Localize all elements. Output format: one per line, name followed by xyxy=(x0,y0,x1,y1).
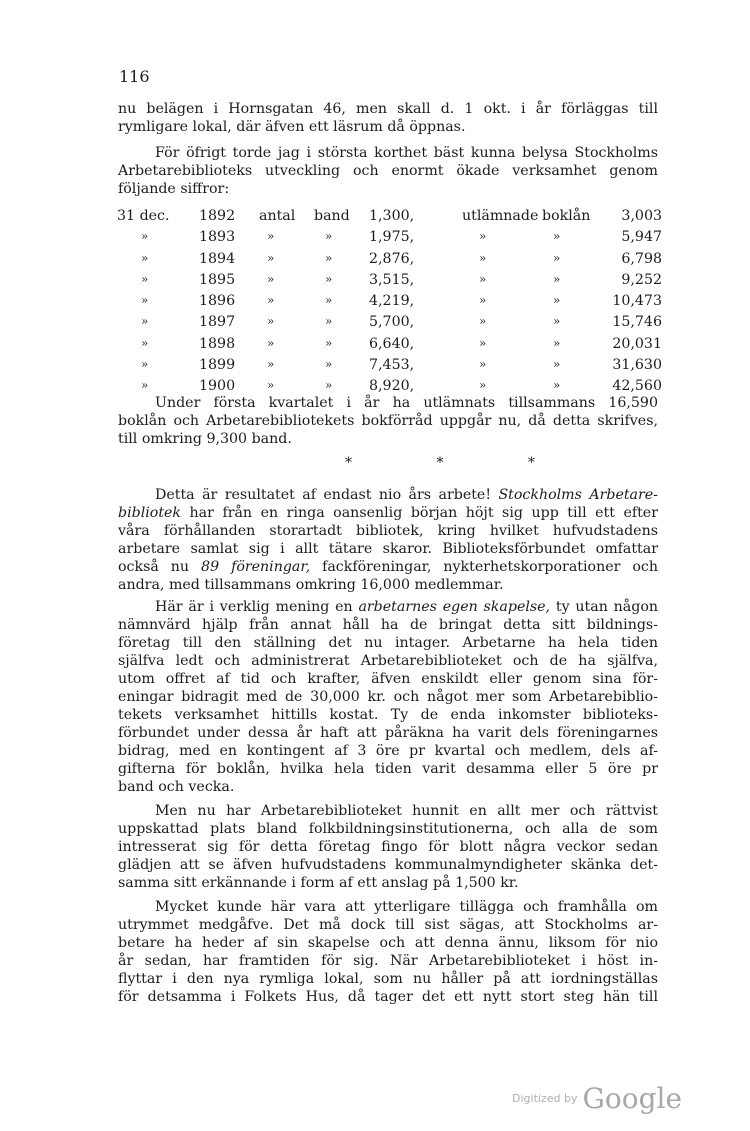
ditto-mark: » xyxy=(479,250,487,265)
ditto-mark: » xyxy=(553,357,561,372)
ditto-mark: » xyxy=(141,357,149,372)
ditto-mark: » xyxy=(267,271,275,286)
antal-label: antal xyxy=(259,208,296,224)
page-number: 116 xyxy=(119,67,150,86)
ditto-mark: » xyxy=(267,314,275,329)
ditto-mark: » xyxy=(325,314,333,329)
text-line: själfva ledt och administrerat Arbetarebiblioteket och de ha själfva, xyxy=(118,653,658,669)
year: 1898 xyxy=(199,335,236,352)
text-line: nu belägen i Hornsgatan 46, men skall d. 1 okt. i år förläggas till xyxy=(118,101,658,117)
text-line: glädjen att se äfven hufvudstadens kommunalmyndigheter skänka det- xyxy=(118,857,658,873)
ditto-mark: » xyxy=(479,271,487,286)
emphasis-text: Stockholms Arbetare- xyxy=(498,487,658,503)
text-line xyxy=(155,486,658,504)
loan-count: 6,798 xyxy=(621,250,662,267)
ditto-mark: » xyxy=(325,378,333,393)
text-line: utom offret af tid och krafter, äfven enskildt eller genom sina för- xyxy=(118,671,658,687)
volume-count: 3,515, xyxy=(369,271,415,288)
emphasis-text: 89 föreningar, xyxy=(201,559,311,575)
ditto-mark: » xyxy=(141,250,149,265)
volume-count: 2,876, xyxy=(369,250,415,267)
ditto-mark: » xyxy=(553,229,561,244)
text-line: bidrag, med en kontingent af 3 öre pr kvartal och medlem, dels af- xyxy=(118,743,658,759)
watermark-prefix: Digitized by xyxy=(512,1092,578,1105)
table-row xyxy=(117,314,662,335)
ditto-mark: » xyxy=(553,314,561,329)
year: 1899 xyxy=(199,357,236,374)
ditto-mark: » xyxy=(267,335,275,350)
text-line xyxy=(118,558,658,576)
volume-count: 4,219, xyxy=(369,293,415,310)
text-line: rymligare lokal, där äfven ett läsrum då öppnas. xyxy=(118,119,466,135)
digitized-by-google-watermark xyxy=(512,1082,682,1115)
text-line: förbundet under dessa år haft att påräkna ha varit dels föreningarnes xyxy=(118,725,658,741)
ditto-mark: » xyxy=(267,357,275,372)
text-line: Men nu har Arbetarebiblioteket hunnit en allt mer och rättvist xyxy=(155,803,658,819)
loan-count: 20,031 xyxy=(612,335,662,352)
volume-count: 8,920, xyxy=(369,378,415,395)
text-span: fackföreningar, nykterhetskorporationer och xyxy=(310,559,658,575)
ditto-mark: » xyxy=(325,271,333,286)
ditto-mark: » xyxy=(267,378,275,393)
loan-count: 10,473 xyxy=(612,293,662,310)
text-line: Mycket kunde här vara att ytterligare tillägga och framhålla om xyxy=(155,899,658,915)
text-span: ty utan någon xyxy=(550,599,658,615)
ditto-mark: » xyxy=(553,378,561,393)
text-span: också nu xyxy=(118,559,202,575)
text-line: Under första kvartalet i år ha utlämnats tillsammans 16,590 xyxy=(155,395,658,411)
table-row xyxy=(117,293,662,314)
ditto-mark: » xyxy=(553,271,561,286)
ditto-mark: » xyxy=(479,293,487,308)
table-row xyxy=(117,357,662,378)
ditto-mark: » xyxy=(325,229,333,244)
text-line: Arbetarebiblioteks utveckling och enormt ökade verksamhet genom xyxy=(118,163,658,179)
text-line: år sedan, har framtiden för sig. När Arbetarebiblioteket i höst in- xyxy=(118,953,658,969)
ditto-mark: » xyxy=(325,357,333,372)
loan-count: 9,252 xyxy=(621,271,662,288)
text-line: andra, med tillsammans omkring 16,000 medlemmar. xyxy=(118,577,504,593)
ditto-mark: » xyxy=(325,250,333,265)
text-span: Detta är resultatet af endast nio års arbete! xyxy=(155,487,499,503)
ditto-mark: » xyxy=(325,293,333,308)
text-span: Här är i verklig mening en xyxy=(155,599,359,615)
boklan-label: boklån xyxy=(542,208,591,224)
table-row xyxy=(117,336,662,357)
ditto-mark: » xyxy=(141,271,149,286)
ditto-mark: » xyxy=(325,335,333,350)
band-label: band xyxy=(314,208,350,224)
text-line: intresserat sig för detta företag fingo för blott några veckor sedan xyxy=(118,839,658,855)
ditto-mark: » xyxy=(141,293,149,308)
table-row xyxy=(117,272,662,293)
text-line: företag till den ställning det nu intager. Arbetarne ha hela tiden xyxy=(118,635,658,651)
emphasis-text: bibliotek xyxy=(118,505,182,521)
library-statistics-table xyxy=(117,208,662,400)
text-line: boklån och Arbetarebibliotekets bokförråd uppgår nu, då detta skrifves, xyxy=(118,413,658,429)
year: 1897 xyxy=(199,314,236,331)
emphasis-text: arbetarnes egen skapelse, xyxy=(358,599,551,615)
text-line: betare ha heder af sin skapelse och att denna ännu, liksom för nio xyxy=(118,935,658,951)
text-line: följande siffror: xyxy=(118,181,230,197)
text-span: har från en ringa oansenlig början höjt sig upp till ett efter xyxy=(181,505,658,521)
loan-count: 5,947 xyxy=(621,229,662,246)
ditto-mark: » xyxy=(141,314,149,329)
volume-count: 1,300, xyxy=(369,208,415,224)
text-line: nämnvärd hjälp från annat håll ha de bringat detta sitt bildnings- xyxy=(118,617,658,633)
text-line: För öfrigt torde jag i största korthet bäst kunna belysa Stockholms xyxy=(155,145,658,161)
ditto-mark: » xyxy=(479,357,487,372)
table-row xyxy=(117,229,662,250)
section-separator: * * * xyxy=(345,455,575,471)
ditto-mark: » xyxy=(267,250,275,265)
text-line: till omkring 9,300 band. xyxy=(118,431,292,447)
loan-count: 42,560 xyxy=(612,378,662,395)
ditto-mark: » xyxy=(267,293,275,308)
text-line: tekets verksamhet hittills kostat. Ty de enda inkomster biblioteks- xyxy=(118,707,658,723)
year: 1895 xyxy=(199,271,236,288)
ditto-mark: » xyxy=(479,378,487,393)
text-line: band och vecka. xyxy=(118,779,235,795)
ditto-mark: » xyxy=(141,229,149,244)
year: 1900 xyxy=(199,378,236,395)
volume-count: 1,975, xyxy=(369,229,415,246)
ditto-mark: » xyxy=(553,293,561,308)
text-line: arbetare samlat sig i allt tätare skaror. Biblioteksförbundet omfattar xyxy=(118,541,658,557)
ditto-mark: » xyxy=(479,335,487,350)
text-line: för detsamma i Folkets Hus, då tager det ett nytt stort steg hän till xyxy=(118,989,658,1005)
ditto-mark: » xyxy=(141,335,149,350)
year: 1896 xyxy=(199,293,236,310)
text-line xyxy=(155,598,658,616)
year: 1892 xyxy=(199,208,236,224)
utlamnade-label: utlämnade xyxy=(462,208,539,224)
year: 1893 xyxy=(199,229,236,246)
date-prefix: 31 dec. xyxy=(117,208,170,224)
volume-count: 6,640, xyxy=(369,335,415,352)
volume-count: 7,453, xyxy=(369,357,415,374)
text-line: flyttar i den nya rymliga lokal, som nu håller på att iordningställas xyxy=(118,971,658,987)
text-line: gifterna för boklån, hvilka hela tiden varit desamma eller 5 öre pr xyxy=(118,761,658,777)
ditto-mark: » xyxy=(479,314,487,329)
text-line: eningar bidragit med de 30,000 kr. och något mer som Arbetarebiblio- xyxy=(118,689,658,705)
loan-count: 15,746 xyxy=(612,314,662,331)
ditto-mark: » xyxy=(553,335,561,350)
loan-count: 31,630 xyxy=(612,357,662,374)
text-line: uppskattad plats bland folkbildningsinstitutionerna, och alla de som xyxy=(118,821,658,837)
ditto-mark: » xyxy=(479,229,487,244)
volume-count: 5,700, xyxy=(369,314,415,331)
ditto-mark: » xyxy=(141,378,149,393)
loan-count: 3,003 xyxy=(621,208,662,224)
ditto-mark: » xyxy=(553,250,561,265)
text-line: samma sitt erkännande i form af ett anslag på 1,500 kr. xyxy=(118,875,519,891)
google-logo-text: Google xyxy=(582,1082,683,1115)
text-line xyxy=(118,504,658,522)
table-row xyxy=(117,251,662,272)
text-line: utrymmet medgåfve. Det må dock till sist sägas, att Stockholms ar- xyxy=(118,917,658,933)
text-line: våra förhållanden storartadt bibliotek, kring hvilket hufvudstadens xyxy=(118,523,658,539)
ditto-mark: » xyxy=(267,229,275,244)
table-row xyxy=(117,208,662,229)
year: 1894 xyxy=(199,250,236,267)
